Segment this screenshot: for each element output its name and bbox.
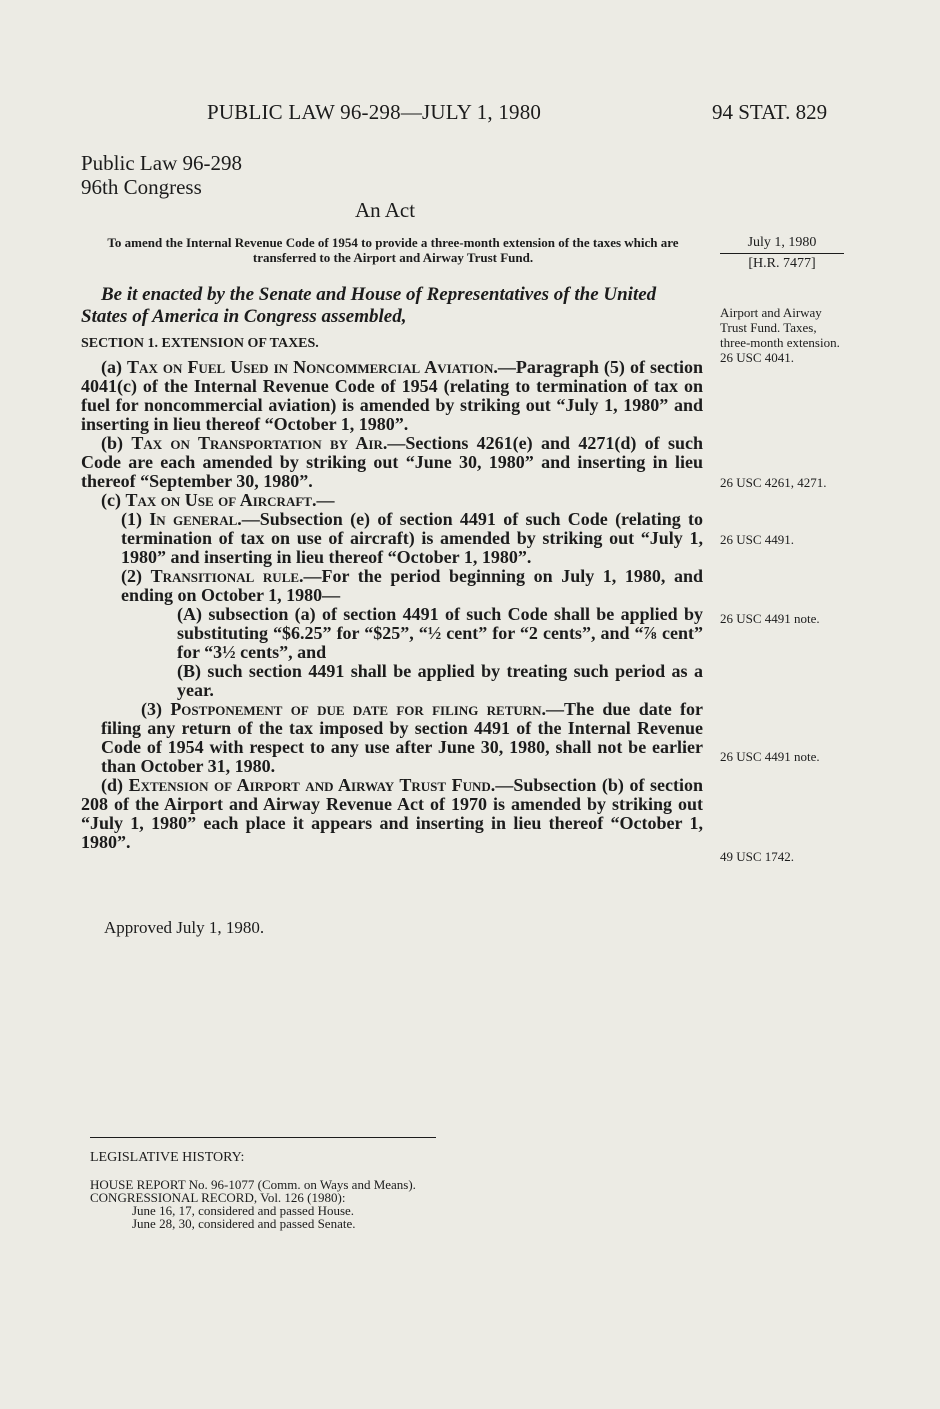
subsection-c-heading: Tax on Use of Aircraft. [125, 490, 317, 510]
enactment-date: July 1, 1980 [747, 235, 817, 250]
legislative-history-title: LEGISLATIVE HISTORY: [90, 1150, 245, 1165]
margin-note: 26 USC 4491 note. [720, 611, 820, 626]
subsection-b-text: —Sections 4261(e) and 4271(d) of such Code are each amended by striking out “June 30, 1980” and inserting in lieu thereof “September 30, 1980”. [81, 433, 704, 491]
margin-note: 26 USC 4261, 4271. [720, 475, 827, 490]
senate-action: June 28, 30, considered and passed Senate. [132, 1216, 356, 1231]
paragraph-c1 [81, 510, 703, 567]
subsection-d-heading: Extension of Airport and Airway Trust Fund. [128, 775, 496, 795]
margin-note: 26 USC 4491 note. [720, 749, 820, 764]
subsection-a [81, 358, 703, 434]
statute-reference: 94 STAT. 829 [712, 100, 828, 124]
paragraph-c3-label: (3) [141, 699, 171, 719]
bill-number: [H.R. 7477] [748, 256, 816, 271]
paragraph-c2 [81, 567, 703, 605]
subsection-a-label: (a) [101, 357, 128, 377]
enacting-clause: Be it enacted by the Senate and House of Representatives of the United States of America in Congress assembled, [81, 284, 657, 327]
subparagraph-c2a: (A) subsection (a) of section 4491 of such Code shall be applied by substituting “$6.25” for “$25”, “½ cent” for “2 cents”, and “⅞ cent” for “3½ cents”, and [177, 604, 703, 662]
subsection-b [81, 434, 703, 491]
house-action: June 16, 17, considered and passed House. [132, 1203, 355, 1218]
subsection-c [81, 491, 703, 510]
margin-note: 49 USC 1742. [720, 849, 795, 864]
subsection-d-text: —Subsection (b) of section 208 of the Airport and Airway Revenue Act of 1970 is amended by striking out “July 1, 1980” each place it appears and inserting in lieu thereof “October 1, 1980”. [81, 775, 703, 852]
paragraph-c3-heading: Postponement of due date for filing return. [170, 699, 547, 719]
paragraph-c2-heading: Transitional rule. [150, 566, 304, 586]
history-divider [90, 1137, 436, 1138]
subsection-d-label: (d) [101, 775, 129, 795]
subsection-a-text: —Paragraph (5) of section 4041(c) of the Internal Revenue Code of 1954 (relating to termination of tax on fuel for noncommercial aviation) is amended by striking out “July 1, 1980” and inserting in lieu thereof “October 1, 1980”. [81, 357, 703, 434]
margin-note: 26 USC 4491. [720, 532, 795, 547]
subsection-c-text: — [316, 490, 335, 510]
margin-note: Airport and Airway Trust Fund. Taxes, three-month extension. 26 USC 4041. [720, 305, 840, 365]
paragraph-c2-text: —For the period beginning on July 1, 1980, and ending on October 1, 1980— [121, 566, 703, 605]
paragraph-c1-heading: In general. [149, 509, 242, 529]
paragraph-c1-text: —Subsection (e) of section 4491 of such Code (relating to termination of tax on use of aircraft) is amended by striking out “July 1, 1980” and inserting in lieu thereof “October 1, 1980”. [121, 509, 704, 567]
act-purpose: To amend the Internal Revenue Code of 1954 to provide a three-month extension of the taxes which are transferred to the Airport and Airway Trust Fund. [107, 235, 679, 265]
congressional-record: CONGRESSIONAL RECORD, Vol. 126 (1980): [90, 1190, 346, 1205]
subsection-a-heading: Tax on Fuel Used in Noncommercial Aviation. [127, 357, 498, 377]
date-box [720, 233, 844, 274]
act-heading: An Act [355, 198, 416, 222]
subparagraph-c2b: (B) such section 4491 shall be applied by treating such period as a year. [177, 661, 703, 700]
subsection-b-label: (b) [101, 433, 132, 453]
paragraph-c1-label: (1) [121, 509, 150, 529]
subsection-d [81, 776, 703, 852]
legislative-history [90, 1178, 416, 1230]
subsection-b-heading: Tax on Transportation by Air. [131, 433, 388, 453]
running-head: PUBLIC LAW 96-298—JULY 1, 1980 [207, 100, 542, 124]
section-heading: SECTION 1. EXTENSION OF TAXES. [81, 336, 319, 351]
paragraph-c3-text: —The due date for filing any return of the tax imposed by section 4491 of the Internal Revenue Code of 1954 with respect to any use after June 30, 1980, shall not be earlier than October 31, 1980. [101, 699, 703, 776]
section-body [81, 358, 703, 852]
paragraph-c3 [81, 700, 703, 776]
house-report: HOUSE REPORT No. 96-1077 (Comm. on Ways and Means). [90, 1177, 416, 1192]
paragraph-c2-label: (2) [121, 566, 151, 586]
subsection-c-label: (c) [101, 490, 126, 510]
law-number: Public Law 96-298 [81, 151, 242, 175]
approval-line: Approved July 1, 1980. [104, 918, 265, 937]
congress: 96th Congress [81, 175, 202, 199]
